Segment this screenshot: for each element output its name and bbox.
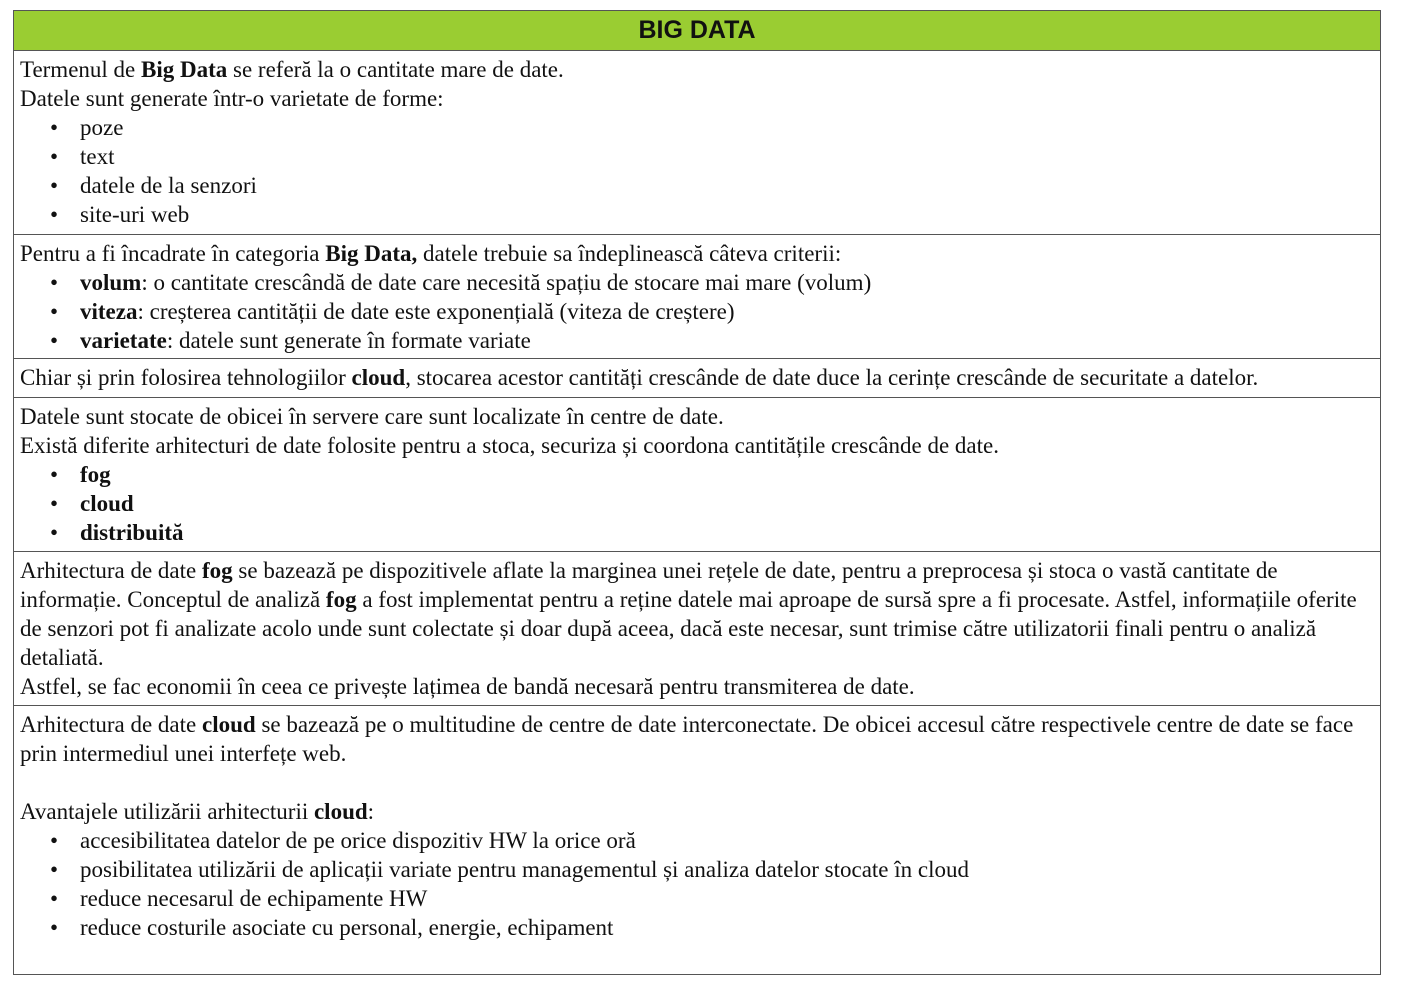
text: Termenul de	[20, 57, 142, 82]
text: : creșterea cantității de date este exponențială (viteza de creștere)	[137, 299, 735, 324]
text: Chiar și prin folosirea tehnologiilor	[20, 365, 352, 390]
text: datele trebuie sa îndeplinească câteva criterii:	[417, 241, 842, 266]
storage-line: Datele sunt stocate de obicei în servere care sunt localizate în centre de date.	[20, 404, 724, 429]
list-item: • posibilitatea utilizării de aplicații variate pentru managementul și analiza datelor stocate în cloud	[80, 855, 1374, 884]
criteria-list	[20, 268, 1374, 355]
bold-term: fog	[80, 462, 111, 487]
bold-term: cloud	[80, 491, 134, 516]
section-security	[14, 359, 1380, 398]
bold-term: fog	[325, 587, 357, 612]
bold-term: volum	[80, 270, 142, 295]
bold-term: cloud	[313, 799, 368, 824]
list-item	[80, 297, 1374, 326]
spacer	[20, 768, 1374, 797]
bold-term: Big Data	[141, 57, 228, 82]
criteria-intro	[20, 239, 1374, 268]
table-header	[14, 11, 1380, 51]
bold-term: varietate	[80, 328, 167, 353]
text: se bazează pe o multitudine de centre de date interconectate. De obicei accesul către respectivele centre de date se face prin intermediul unei interfețe web.	[20, 712, 1354, 766]
fog-paragraph	[20, 556, 1374, 672]
text: Pentru a fi încadrate în categoria	[20, 241, 326, 266]
forms-intro: Datele sunt generate într-o varietate de forme:	[20, 86, 444, 111]
bold-term: cloud	[202, 712, 256, 737]
table-title: BIG DATA	[638, 16, 756, 44]
text: a fost implementat pentru a reține datele mai aproape de sursă spre a fi procesate. Astfel, informațiile oferite de senzori pot fi analizate acolo unde sunt colectate și doar după aceea, dacă este necesar, sunt trimise către utilizatorii finali pentru o analiză detaliată.	[20, 587, 1357, 670]
list-item: • site-uri web	[80, 200, 1374, 229]
bold-term: distribuită	[80, 520, 184, 545]
list-item: • datele de la senzori	[80, 171, 1374, 200]
text: Arhitectura de date	[20, 712, 202, 737]
cloud-advantages-list	[20, 826, 1374, 942]
bold-term: viteza	[80, 299, 138, 324]
security-line	[20, 363, 1374, 392]
text: se bazează pe dispozitivele aflate la marginea unei rețele de date, pentru a preprocesa și stoca o vastă cantitate de informație. Conceptul de analiză	[20, 558, 1278, 612]
text: :	[367, 799, 375, 824]
architectures-intro: Există diferite arhitecturi de date folosite pentru a stoca, securiza și coordona cantitățile crescânde de date.	[20, 433, 999, 458]
list-item: • reduce necesarul de echipamente HW	[80, 884, 1374, 913]
bold-term: Big Data,	[325, 241, 418, 266]
cloud-advantages-intro	[20, 797, 1374, 826]
text: , stocarea acestor cantități crescânde de date duce la cerințe crescânde de securitate a datelor.	[405, 365, 1259, 390]
text: : datele sunt generate în formate variate	[166, 328, 531, 353]
list-item: • accesibilitatea datelor de pe orice dispozitiv HW la orice oră	[80, 826, 1374, 855]
list-item	[80, 489, 1374, 518]
bold-term: fog	[202, 558, 233, 583]
architectures-list	[20, 460, 1374, 547]
forms-list	[20, 113, 1374, 229]
definition-line	[20, 55, 1374, 84]
text: Avantajele utilizării arhitecturii	[20, 799, 314, 824]
cloud-paragraph	[20, 710, 1374, 768]
text: se referă la o cantitate mare de date.	[227, 57, 564, 82]
list-item: • reduce costurile asociate cu personal, energie, echipament	[80, 913, 1374, 942]
list-item: • poze	[80, 113, 1374, 142]
section-cloud	[14, 706, 1380, 974]
text: : o cantitate crescândă de date care necesită spațiu de stocare mai mare (volum)	[141, 270, 872, 295]
big-data-table	[13, 10, 1381, 975]
list-item	[80, 268, 1374, 297]
list-item	[80, 326, 1374, 355]
section-definition	[14, 51, 1380, 235]
fog-bandwidth-line: Astfel, se fac economii în ceea ce privește lațimea de bandă necesară pentru transmiterea de date.	[20, 674, 915, 699]
section-criteria	[14, 235, 1380, 359]
section-fog	[14, 552, 1380, 706]
section-architectures	[14, 398, 1380, 552]
list-item: • text	[80, 142, 1374, 171]
list-item	[80, 460, 1374, 489]
bold-term: cloud	[351, 365, 406, 390]
list-item	[80, 518, 1374, 547]
text: Arhitectura de date	[20, 558, 202, 583]
